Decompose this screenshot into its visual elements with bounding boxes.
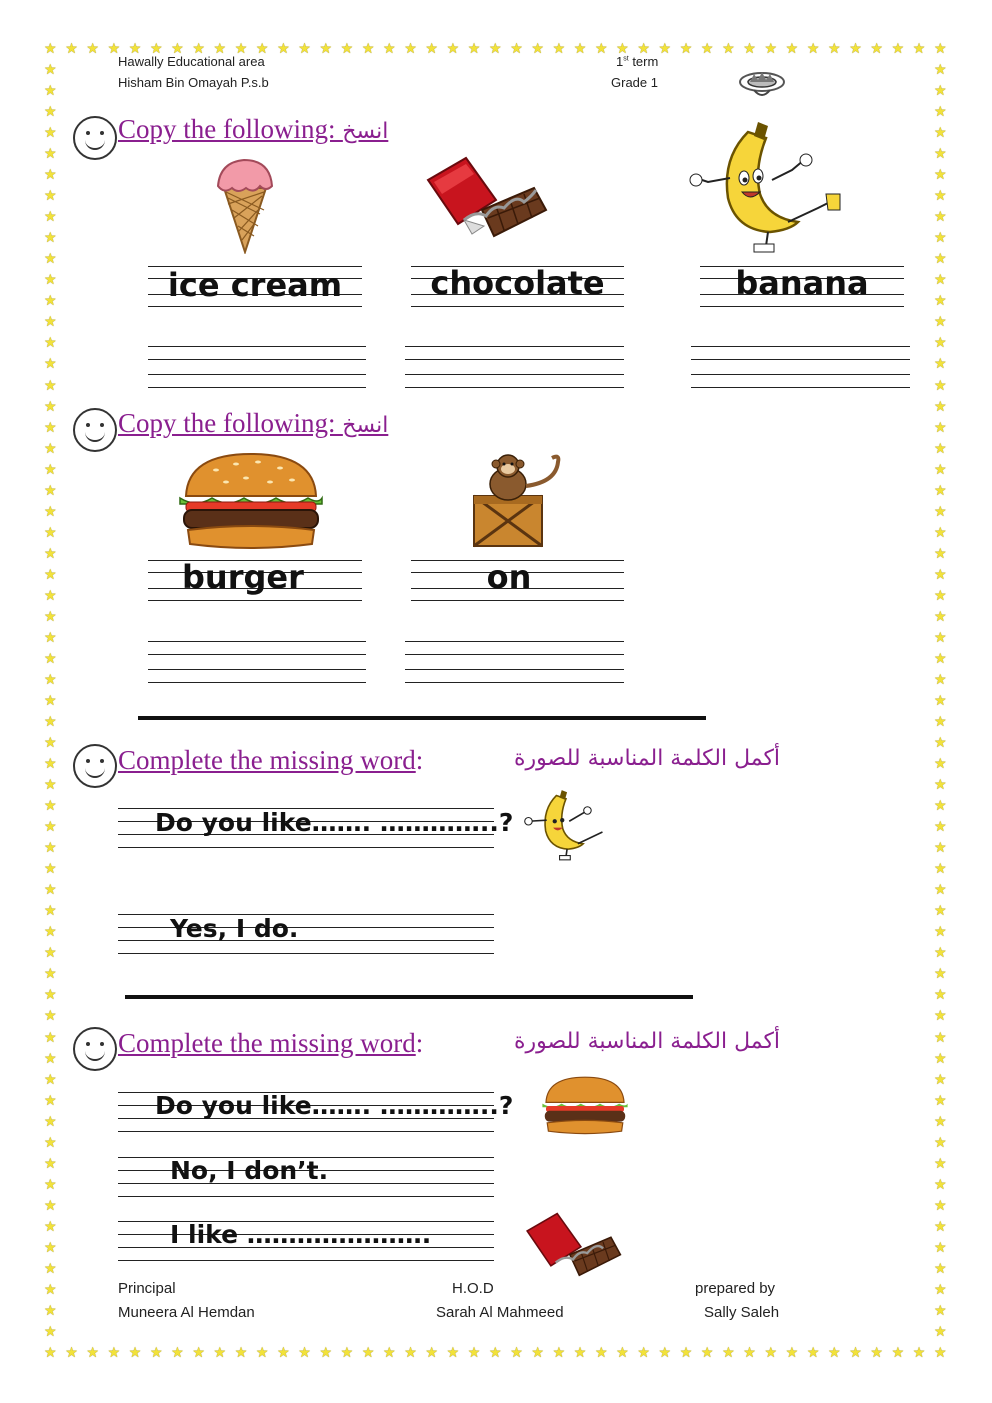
star-icon: ★ <box>934 62 947 79</box>
star-icon: ★ <box>828 41 841 57</box>
star-icon: ★ <box>340 41 354 57</box>
star-icon: ★ <box>934 650 947 667</box>
star-icon: ★ <box>658 41 672 57</box>
emblem-icon <box>736 66 788 102</box>
word-on: on <box>486 558 532 596</box>
star-icon: ★ <box>171 1345 184 1361</box>
star-icon: ★ <box>44 777 57 794</box>
ice-cream-icon <box>214 152 276 254</box>
star-icon: ★ <box>934 230 947 247</box>
star-icon: ★ <box>785 1345 799 1361</box>
star-icon: ★ <box>700 1345 714 1361</box>
footer-role-hod: H.O.D <box>452 1280 494 1297</box>
star-icon: ★ <box>446 41 460 57</box>
star-icon: ★ <box>764 1345 778 1361</box>
star-icon: ★ <box>934 1323 947 1340</box>
star-icon: ★ <box>849 41 862 57</box>
star-icon: ★ <box>44 41 57 57</box>
star-icon: ★ <box>44 1260 57 1277</box>
answer-yes: Yes, I do. <box>170 914 299 943</box>
star-icon: ★ <box>44 566 57 583</box>
star-icon: ★ <box>319 1345 333 1361</box>
star-icon: ★ <box>234 41 248 57</box>
star-icon: ★ <box>44 650 57 667</box>
star-icon: ★ <box>44 1281 57 1298</box>
star-icon: ★ <box>171 41 184 57</box>
star-icon: ★ <box>934 798 947 815</box>
star-icon: ★ <box>128 1345 142 1361</box>
star-icon: ★ <box>44 125 57 142</box>
star-icon: ★ <box>510 1345 523 1361</box>
star-icon: ★ <box>44 840 57 857</box>
star-icon: ★ <box>44 882 57 899</box>
question-do-you-like[interactable]: Do you like……. …………..? <box>155 1091 514 1120</box>
star-icon: ★ <box>44 146 57 163</box>
star-icon: ★ <box>44 903 57 920</box>
star-icon: ★ <box>616 41 629 57</box>
star-icon: ★ <box>489 1345 502 1361</box>
star-icon: ★ <box>934 1281 947 1298</box>
star-icon: ★ <box>934 314 947 331</box>
footer-name-principal: Muneera Al Hemdan <box>118 1304 255 1321</box>
star-icon: ★ <box>934 777 947 794</box>
word-ice-cream: ice cream <box>167 266 343 304</box>
star-icon: ★ <box>934 756 947 773</box>
star-icon: ★ <box>934 482 947 499</box>
star-icon: ★ <box>616 1345 629 1361</box>
banana-icon <box>688 118 844 256</box>
star-icon: ★ <box>912 41 926 57</box>
star-icon: ★ <box>934 545 947 562</box>
footer-role-prepared: prepared by <box>695 1280 776 1297</box>
star-icon: ★ <box>594 1345 608 1361</box>
star-icon: ★ <box>44 188 57 205</box>
star-icon: ★ <box>44 377 57 394</box>
banana-icon <box>524 788 608 862</box>
star-icon: ★ <box>934 1092 947 1109</box>
star-icon: ★ <box>65 41 78 57</box>
star-icon: ★ <box>934 840 947 857</box>
star-icon: ★ <box>404 41 417 57</box>
section-divider <box>125 995 693 999</box>
star-icon: ★ <box>764 41 778 57</box>
star-icon: ★ <box>934 293 947 310</box>
star-icon: ★ <box>44 209 57 226</box>
star-icon: ★ <box>44 230 57 247</box>
star-icon: ★ <box>934 41 947 57</box>
star-icon: ★ <box>65 1345 78 1361</box>
star-icon: ★ <box>44 251 57 268</box>
star-icon: ★ <box>44 398 57 415</box>
footer-name-hod: Sarah Al Mahmeed <box>436 1304 564 1321</box>
smiley-icon <box>73 408 117 452</box>
star-icon: ★ <box>594 41 608 57</box>
star-icon: ★ <box>44 356 57 373</box>
burger-icon <box>176 452 326 552</box>
star-icon: ★ <box>870 1345 883 1361</box>
star-icon: ★ <box>700 41 714 57</box>
star-icon: ★ <box>934 819 947 836</box>
word-burger: burger <box>182 558 304 596</box>
star-icon: ★ <box>44 1113 57 1130</box>
star-icon: ★ <box>743 41 756 57</box>
star-icon: ★ <box>722 41 735 57</box>
star-icon: ★ <box>934 398 947 415</box>
star-icon: ★ <box>44 1176 57 1193</box>
star-icon: ★ <box>934 1071 947 1088</box>
footer-role-principal: Principal <box>118 1280 176 1297</box>
star-icon: ★ <box>934 1239 947 1256</box>
star-icon: ★ <box>806 41 820 57</box>
star-icon: ★ <box>44 482 57 499</box>
star-icon: ★ <box>637 41 650 57</box>
star-icon: ★ <box>44 104 57 121</box>
practice-lines[interactable] <box>148 346 366 390</box>
star-icon: ★ <box>446 1345 460 1361</box>
star-icon: ★ <box>679 1345 693 1361</box>
star-icon: ★ <box>44 524 57 541</box>
star-icon: ★ <box>934 356 947 373</box>
star-icon: ★ <box>934 461 947 478</box>
burger-icon <box>540 1076 630 1136</box>
star-icon: ★ <box>573 41 587 57</box>
star-icon: ★ <box>44 1197 57 1214</box>
star-icon: ★ <box>425 1345 438 1361</box>
star-icon: ★ <box>192 41 205 57</box>
star-icon: ★ <box>44 819 57 836</box>
star-icon: ★ <box>44 1050 57 1067</box>
star-icon: ★ <box>44 62 57 79</box>
star-icon: ★ <box>934 629 947 646</box>
star-icon: ★ <box>467 41 481 57</box>
star-icon: ★ <box>934 377 947 394</box>
star-icon: ★ <box>404 1345 417 1361</box>
star-icon: ★ <box>86 41 99 57</box>
star-icon: ★ <box>44 966 57 983</box>
star-icon: ★ <box>934 419 947 436</box>
star-icon: ★ <box>934 903 947 920</box>
star-icon: ★ <box>934 83 947 100</box>
star-icon: ★ <box>552 1345 566 1361</box>
star-icon: ★ <box>510 41 523 57</box>
star-icon: ★ <box>934 693 947 709</box>
star-icon: ★ <box>934 861 947 878</box>
star-icon: ★ <box>277 41 290 57</box>
grade-label: Grade 1 <box>611 75 658 90</box>
star-icon: ★ <box>934 1155 947 1172</box>
star-icon: ★ <box>785 41 799 57</box>
section3-heading: Complete the missing word: <box>118 745 424 775</box>
star-icon: ★ <box>934 987 947 1004</box>
star-icon: ★ <box>658 1345 672 1361</box>
star-icon: ★ <box>934 125 947 142</box>
star-icon: ★ <box>934 608 947 625</box>
star-icon: ★ <box>44 924 57 941</box>
star-icon: ★ <box>44 587 57 604</box>
star-icon: ★ <box>934 1050 947 1067</box>
star-icon: ★ <box>934 735 947 752</box>
star-icon: ★ <box>934 335 947 352</box>
section4-arabic: أكمل الكلمة المناسبة للصورة <box>514 1029 781 1054</box>
star-icon: ★ <box>44 861 57 878</box>
star-icon: ★ <box>44 1302 57 1319</box>
star-icon: ★ <box>234 1345 248 1361</box>
section1-heading: Copy the following: انسخ <box>118 114 389 144</box>
star-icon: ★ <box>213 41 227 57</box>
school-label: Hisham Bin Omayah P.s.b <box>118 75 269 90</box>
star-icon: ★ <box>934 146 947 163</box>
star-icon: ★ <box>44 1092 57 1109</box>
star-icon: ★ <box>934 503 947 520</box>
section2-heading: Copy the following: انسخ <box>118 408 389 438</box>
star-icon: ★ <box>934 1302 947 1319</box>
star-icon: ★ <box>44 629 57 646</box>
star-icon: ★ <box>934 924 947 941</box>
star-icon: ★ <box>934 1218 947 1235</box>
star-icon: ★ <box>531 41 544 57</box>
star-icon: ★ <box>44 798 57 815</box>
term-label: 1st term <box>616 54 659 69</box>
star-icon: ★ <box>383 1345 396 1361</box>
star-icon: ★ <box>44 1155 57 1172</box>
word-banana: banana <box>735 264 869 302</box>
answer-no: No, I don’t. <box>170 1156 329 1185</box>
star-icon: ★ <box>44 1029 57 1046</box>
footer-name-prepared: Sally Saleh <box>704 1304 780 1321</box>
star-icon: ★ <box>383 41 396 57</box>
star-icon: ★ <box>806 1345 820 1361</box>
star-icon: ★ <box>934 714 947 731</box>
star-icon: ★ <box>934 945 947 962</box>
star-icon: ★ <box>44 945 57 962</box>
practice-lines[interactable] <box>691 346 910 390</box>
star-icon: ★ <box>361 1345 375 1361</box>
star-icon: ★ <box>934 966 947 983</box>
star-icon: ★ <box>934 104 947 121</box>
star-icon: ★ <box>298 1345 311 1361</box>
star-icon: ★ <box>934 251 947 268</box>
star-icon: ★ <box>361 41 375 57</box>
star-icon: ★ <box>128 41 142 57</box>
star-icon: ★ <box>637 1345 650 1361</box>
star-icon: ★ <box>891 41 905 57</box>
star-icon: ★ <box>44 293 57 310</box>
star-icon: ★ <box>934 440 947 457</box>
star-icon: ★ <box>743 1345 756 1361</box>
section-divider <box>138 716 706 720</box>
star-icon: ★ <box>44 461 57 478</box>
star-icon: ★ <box>573 1345 587 1361</box>
star-icon: ★ <box>44 545 57 562</box>
section4-heading: Complete the missing word: <box>118 1028 424 1058</box>
star-icon: ★ <box>467 1345 481 1361</box>
word-chocolate: chocolate <box>430 264 605 302</box>
smiley-icon <box>73 116 117 160</box>
chocolate-icon <box>524 1212 622 1280</box>
star-icon: ★ <box>44 1239 57 1256</box>
star-icon: ★ <box>44 503 57 520</box>
star-icon: ★ <box>870 41 883 57</box>
monkey-on-box-icon <box>464 452 564 548</box>
star-icon: ★ <box>679 41 693 57</box>
smiley-icon <box>73 744 117 788</box>
star-icon: ★ <box>44 314 57 331</box>
star-icon: ★ <box>44 167 57 184</box>
star-icon: ★ <box>934 1029 947 1046</box>
star-icon: ★ <box>44 272 57 289</box>
star-icon: ★ <box>934 566 947 583</box>
star-icon: ★ <box>107 1345 121 1361</box>
star-icon: ★ <box>934 209 947 226</box>
star-icon: ★ <box>934 1134 947 1151</box>
star-icon: ★ <box>149 41 163 57</box>
star-icon: ★ <box>44 735 57 752</box>
star-icon: ★ <box>912 1345 926 1361</box>
star-icon: ★ <box>44 440 57 457</box>
star-icon: ★ <box>934 1345 947 1361</box>
star-icon: ★ <box>255 41 269 57</box>
star-icon: ★ <box>149 1345 163 1361</box>
star-icon: ★ <box>213 1345 227 1361</box>
star-icon: ★ <box>425 41 438 57</box>
star-icon: ★ <box>44 1323 57 1340</box>
star-icon: ★ <box>44 335 57 352</box>
star-icon: ★ <box>44 419 57 436</box>
answer-i-like[interactable]: I like …………………. <box>170 1220 432 1249</box>
star-icon: ★ <box>531 1345 544 1361</box>
star-icon: ★ <box>934 1176 947 1193</box>
star-icon: ★ <box>298 41 311 57</box>
star-icon: ★ <box>934 167 947 184</box>
smiley-icon <box>73 1027 117 1071</box>
star-icon: ★ <box>192 1345 205 1361</box>
star-icon: ★ <box>44 608 57 625</box>
star-icon: ★ <box>44 1008 57 1025</box>
star-icon: ★ <box>44 83 57 100</box>
star-icon: ★ <box>891 1345 905 1361</box>
star-icon: ★ <box>934 524 947 541</box>
star-icon: ★ <box>44 1134 57 1151</box>
star-icon: ★ <box>44 756 57 773</box>
star-icon: ★ <box>934 188 947 205</box>
star-icon: ★ <box>934 587 947 604</box>
question-do-you-like[interactable]: Do you like……. …………..? <box>155 808 514 837</box>
star-icon: ★ <box>934 1197 947 1214</box>
star-icon: ★ <box>44 1218 57 1235</box>
star-icon: ★ <box>107 41 121 57</box>
star-icon: ★ <box>934 272 947 289</box>
star-icon: ★ <box>934 1113 947 1130</box>
star-icon: ★ <box>277 1345 290 1361</box>
star-icon: ★ <box>934 671 947 688</box>
star-icon: ★ <box>44 1071 57 1088</box>
chocolate-icon <box>424 156 548 242</box>
star-icon: ★ <box>255 1345 269 1361</box>
practice-lines[interactable] <box>405 346 624 390</box>
star-icon: ★ <box>44 671 57 688</box>
star-icon: ★ <box>319 41 333 57</box>
star-icon: ★ <box>849 1345 862 1361</box>
star-icon: ★ <box>828 1345 841 1361</box>
star-icon: ★ <box>44 693 57 709</box>
practice-lines[interactable] <box>405 641 624 685</box>
star-icon: ★ <box>934 1008 947 1025</box>
star-icon: ★ <box>44 714 57 731</box>
section3-arabic: أكمل الكلمة المناسبة للصورة <box>514 746 781 771</box>
practice-lines[interactable] <box>148 641 366 685</box>
star-icon: ★ <box>489 41 502 57</box>
star-icon: ★ <box>44 987 57 1004</box>
star-icon: ★ <box>340 1345 354 1361</box>
star-icon: ★ <box>722 1345 735 1361</box>
star-icon: ★ <box>934 1260 947 1277</box>
star-icon: ★ <box>44 1345 57 1361</box>
star-icon: ★ <box>552 41 566 57</box>
star-icon: ★ <box>86 1345 99 1361</box>
area-label: Hawally Educational area <box>118 54 265 69</box>
star-icon: ★ <box>934 882 947 899</box>
